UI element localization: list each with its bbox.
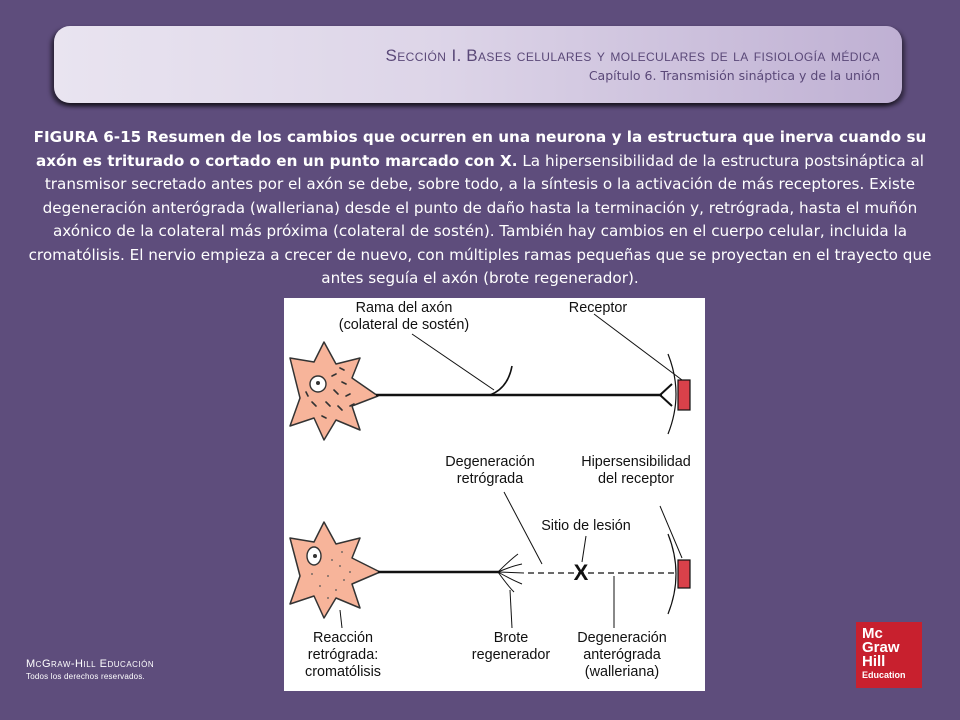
label-hyper-line2: del receptor <box>598 471 674 487</box>
footer-brand: McGraw-Hill Educación <box>26 658 155 670</box>
caption-bold: FIGURA 6-15 Resumen de los cambios que ocurren en una neurona y la estructura que inerva cuando su axón es triturado o cortado en un punto marcado con X. <box>33 128 927 170</box>
label-regenerating-sprout <box>456 630 566 664</box>
label-lesion-line1: Sitio de lesión <box>541 518 631 534</box>
logo-line3: Hill <box>862 653 886 670</box>
bottom-cell-body <box>290 522 380 618</box>
label-sprout-line2: regenerador <box>471 647 551 663</box>
bottom-nucleolus <box>313 554 317 558</box>
leader-receptor <box>594 314 682 380</box>
top-target-membrane <box>668 354 676 434</box>
label-axon-branch-line1: Rama del axón <box>355 300 453 316</box>
logo-line1: Mc <box>862 625 883 642</box>
label-retro-deg-line2: retrógrada <box>456 471 524 487</box>
section-name: Bases celulares y moleculares de la fisiología médica <box>466 46 880 65</box>
label-receptor-line1: Receptor <box>568 300 628 316</box>
label-antero-line1: Degeneración <box>577 630 667 646</box>
label-antero-line3: (walleriana) <box>584 664 660 680</box>
label-retro-deg-line1: Degeneración <box>445 454 535 470</box>
label-retro-react-line1: Reacción <box>313 630 373 646</box>
bottom-receptor <box>678 560 690 588</box>
label-antero-line2: anterógrada <box>583 647 661 663</box>
caption-body: La hipersensibilidad de la estructura postsináptica al transmisor secretado antes por el axón se debe, sobre todo, a la síntesis o la activación de más receptores. Existe degeneración anterógrada (walleriana) desde el punto de daño hasta la terminación y, retrógrada, hasta el muñón axónico de la colateral más próxima (colateral de sostén). También hay cambios en el cuerpo celular, incluida la cromatólisis. El nervio empieza a crecer de nuevo, con múltiples ramas pequeñas que se proyectan en el trayecto que antes seguía el axón (brote regenerador). <box>28 151 932 287</box>
logo-line2: Graw <box>862 639 900 656</box>
top-axon-collateral <box>490 366 512 395</box>
regenerating-sprout-branches <box>498 554 524 592</box>
label-axon-branch-line2: (colateral de sostén) <box>338 317 470 333</box>
label-hyper-line1: Hipersensibilidad <box>581 454 691 470</box>
bottom-target-membrane <box>668 534 676 614</box>
label-anterograde-degeneration <box>562 630 682 681</box>
logo-line4: Education <box>862 670 906 680</box>
neuron-diagram <box>284 298 705 691</box>
label-lesion-site <box>526 518 646 535</box>
label-retro-react-line2: retrógrada: <box>307 647 379 663</box>
leader-lesion-site <box>582 536 586 562</box>
label-retrograde-reaction <box>288 630 398 681</box>
chapter-title: Capítulo 6. Transmisión sináptica y de la unión <box>588 68 880 83</box>
leader-retrograde-reaction <box>340 610 342 628</box>
top-nucleolus <box>316 381 320 385</box>
leader-regenerating-sprout <box>510 590 512 628</box>
leader-hypersensitivity <box>660 506 682 558</box>
label-receptor <box>548 300 648 317</box>
label-retrograde-degeneration <box>430 454 550 488</box>
mcgraw-hill-logo <box>856 622 922 688</box>
label-sprout-line1: Brote <box>493 630 529 646</box>
section-label: Sección I. <box>385 46 462 65</box>
section-title <box>386 46 880 66</box>
lesion-mark: X <box>573 560 589 585</box>
bottom-neuron <box>290 492 690 628</box>
leader-axon-branch <box>412 334 494 390</box>
section-header <box>54 26 902 103</box>
label-hypersensitivity <box>568 454 704 488</box>
label-axon-branch <box>324 300 484 334</box>
label-retro-react-line3: cromatólisis <box>305 664 381 680</box>
footer-rights: Todos los derechos reservados. <box>26 672 145 681</box>
figure-caption <box>26 126 934 291</box>
top-receptor <box>678 380 690 410</box>
